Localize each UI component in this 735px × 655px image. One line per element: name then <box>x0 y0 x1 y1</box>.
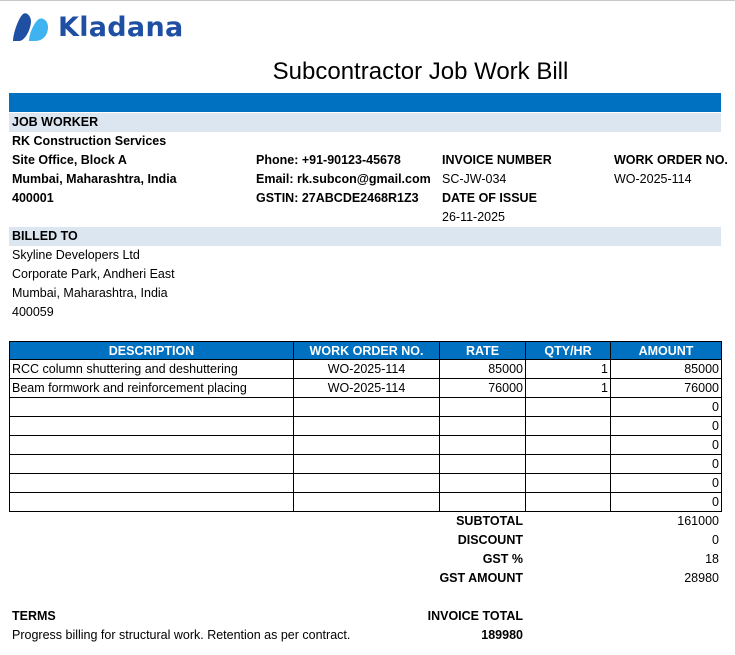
cell-qty <box>526 436 611 455</box>
cell-amount: 0 <box>611 417 722 436</box>
gst-amount-value: 28980 <box>684 571 719 585</box>
job-worker-phone: Phone: +91-90123-45678 <box>256 153 401 167</box>
table-row <box>10 379 722 398</box>
discount-value: 0 <box>712 533 719 547</box>
cell-work-order <box>294 398 440 417</box>
cell-rate <box>440 474 526 493</box>
cell-description <box>10 417 294 436</box>
cell-qty <box>526 474 611 493</box>
cell-description <box>10 474 294 493</box>
cell-work-order: WO-2025-114 <box>294 379 440 398</box>
col-work-order: WORK ORDER NO. <box>294 342 440 360</box>
cell-rate: 76000 <box>440 379 526 398</box>
table-row <box>10 360 722 379</box>
discount-label: DISCOUNT <box>457 533 523 547</box>
cell-amount: 0 <box>611 455 722 474</box>
cell-qty <box>526 398 611 417</box>
job-worker-address1: Site Office, Block A <box>12 153 127 167</box>
cell-amount: 0 <box>611 493 722 512</box>
header-band <box>9 93 721 112</box>
top-border <box>0 0 735 1</box>
terms-heading: TERMS <box>12 609 56 623</box>
invoice-total-label: INVOICE TOTAL <box>427 609 523 623</box>
billed-to-address2: Mumbai, Maharashtra, India <box>12 286 168 300</box>
job-worker-address2: Mumbai, Maharashtra, India <box>12 172 177 186</box>
cell-qty <box>526 417 611 436</box>
cell-amount: 0 <box>611 398 722 417</box>
gst-amount-label: GST AMOUNT <box>439 571 523 585</box>
job-worker-gstin: GSTIN: 27ABCDE2468R1Z3 <box>256 191 419 205</box>
cell-work-order <box>294 493 440 512</box>
col-amount: AMOUNT <box>611 342 722 360</box>
items-table <box>9 341 722 512</box>
cell-work-order: WO-2025-114 <box>294 360 440 379</box>
cell-qty: 1 <box>526 379 611 398</box>
terms-text: Progress billing for structural work. Retention as per contract. <box>12 628 351 642</box>
cell-qty <box>526 455 611 474</box>
cell-rate <box>440 436 526 455</box>
cell-amount: 85000 <box>611 360 722 379</box>
col-rate: RATE <box>440 342 526 360</box>
invoice-number: SC-JW-034 <box>442 172 507 186</box>
kladana-logo-icon <box>11 11 51 43</box>
cell-rate <box>440 398 526 417</box>
work-order-label: WORK ORDER NO. <box>614 153 728 167</box>
job-worker-name: RK Construction Services <box>12 134 167 148</box>
cell-qty <box>526 493 611 512</box>
subtotal-label: SUBTOTAL <box>456 514 523 528</box>
cell-description: RCC column shuttering and deshuttering <box>10 360 294 379</box>
billed-to-heading: BILLED TO <box>9 227 721 246</box>
brand-logo <box>11 10 184 44</box>
cell-work-order <box>294 417 440 436</box>
table-row <box>10 474 722 493</box>
cell-amount: 0 <box>611 474 722 493</box>
cell-work-order <box>294 474 440 493</box>
cell-rate <box>440 417 526 436</box>
billed-to-address1: Corporate Park, Andheri East <box>12 267 175 281</box>
gst-label: GST % <box>482 552 523 566</box>
cell-work-order <box>294 455 440 474</box>
cell-rate: 85000 <box>440 360 526 379</box>
cell-work-order <box>294 436 440 455</box>
col-description: DESCRIPTION <box>10 342 294 360</box>
invoice-number-label: INVOICE NUMBER <box>442 153 552 167</box>
page-title: Subcontractor Job Work Bill <box>272 58 569 85</box>
cell-description <box>10 436 294 455</box>
gst-value: 18 <box>705 552 719 566</box>
cell-rate <box>440 493 526 512</box>
col-qty: QTY/HR <box>526 342 611 360</box>
billed-to-name: Skyline Developers Ltd <box>12 248 140 262</box>
cell-description <box>10 455 294 474</box>
date-of-issue: 26-11-2025 <box>442 210 506 224</box>
subtotal-value: 161000 <box>677 514 719 528</box>
job-worker-email: Email: rk.subcon@gmail.com <box>256 172 431 186</box>
cell-amount: 0 <box>611 436 722 455</box>
table-row <box>10 493 722 512</box>
job-worker-heading: JOB WORKER <box>9 113 721 132</box>
date-of-issue-label: DATE OF ISSUE <box>442 191 537 205</box>
cell-amount: 76000 <box>611 379 722 398</box>
cell-description: Beam formwork and reinforcement placing <box>10 379 294 398</box>
table-row <box>10 455 722 474</box>
table-row <box>10 436 722 455</box>
table-row <box>10 398 722 417</box>
cell-description <box>10 493 294 512</box>
cell-description <box>10 398 294 417</box>
invoice-total-value: 189980 <box>481 628 523 642</box>
brand-name: Kladana <box>58 11 184 43</box>
billed-to-pin: 400059 <box>12 305 54 319</box>
job-worker-pin: 400001 <box>12 191 54 205</box>
table-header-row <box>10 342 722 360</box>
table-row <box>10 417 722 436</box>
cell-rate <box>440 455 526 474</box>
cell-qty: 1 <box>526 360 611 379</box>
work-order-number: WO-2025-114 <box>614 172 692 186</box>
